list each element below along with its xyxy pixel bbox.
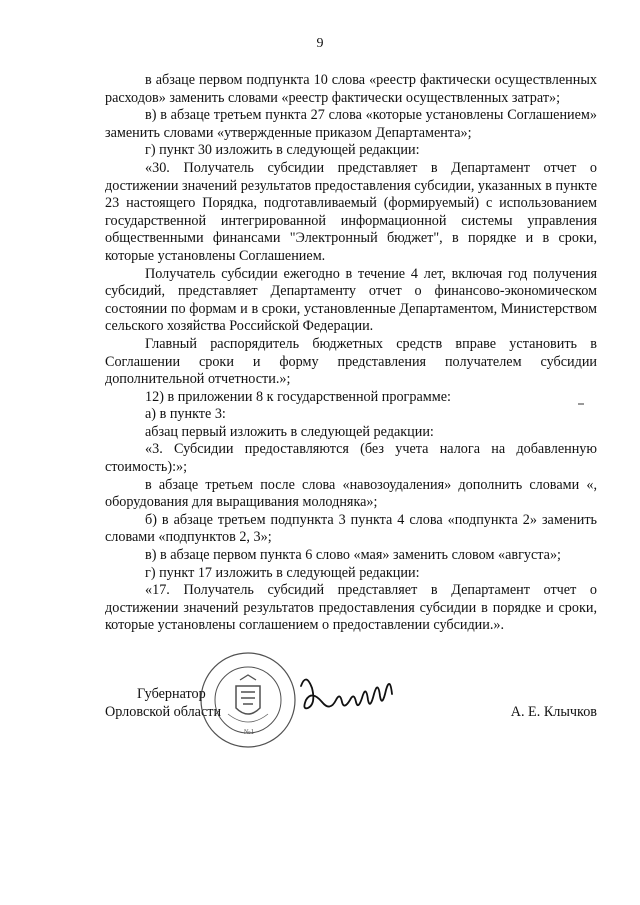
paragraph: а) в пункте 3: bbox=[145, 406, 226, 423]
document-body bbox=[105, 72, 597, 635]
paragraph: абзац первый изложить в следующей редакции: bbox=[145, 423, 434, 440]
paragraph: 12) в приложении 8 к государственной программе: bbox=[145, 388, 451, 405]
signatory-region: Орловской области bbox=[105, 703, 222, 720]
paragraph: «3. Субсидии предоставляются (без учета налога на добавленную стоимость):»; bbox=[105, 441, 597, 476]
signatory-name: А. Е. Клычков bbox=[510, 703, 597, 720]
signatory-title: Губернатор bbox=[137, 686, 206, 702]
paragraph: в) в абзаце третьем пункта 27 слова «которые установлены Соглашением» заменить словами «утвержденные приказом Департамента»; bbox=[105, 107, 597, 141]
paragraph: г) пункт 17 изложить в следующей редакции: bbox=[145, 564, 420, 581]
paragraph: в абзаце третьем после слова «навозоудаления» дополнить словами «, оборудования для выращивания молодняка»; bbox=[105, 476, 597, 511]
handwritten-signature-icon bbox=[296, 664, 396, 724]
margin-mark bbox=[578, 403, 584, 405]
paragraph: б) в абзаце третьем подпункта 3 пункта 4 слова «подпункта 2» заменить словами «подпунктов 2, 3»; bbox=[105, 511, 597, 546]
paragraph: Главный распорядитель бюджетных средств вправе установить в Соглашении сроки и форму представления получателем субсидии дополнительной отчетности.»; bbox=[105, 335, 597, 388]
paragraph: г) пункт 30 изложить в следующей редакции: bbox=[145, 142, 420, 159]
official-seal-icon bbox=[198, 650, 298, 750]
paragraph: «17. Получатель субсидий представляет в Департамент отчет о достижении значений результатов предоставления субсидии в порядке и сроки, которые установлены соглашением о предоставлении субсидии.». bbox=[105, 582, 597, 634]
paragraph: Получатель субсидии ежегодно в течение 4 лет, включая год получения субсидий, представляет Департаменту отчет о финансово-экономическом состоянии по формам и в сроки, установленные Департаментом, Министерством сельского хозяйства Российской Федерации. bbox=[105, 265, 597, 335]
paragraph: в) в абзаце первом пункта 6 слово «мая» заменить словом «августа»; bbox=[145, 547, 562, 564]
page-number: 9 bbox=[316, 36, 324, 51]
svg-text:№1: №1 bbox=[244, 728, 255, 736]
paragraph: «30. Получатель субсидии представляет в Департамент отчет о достижении значений результатов предоставления субсидии, указанных в пункте 23 настоящего Порядка, подготавливаемый (формируемый) с использованием государственной интегрированной информационной системы управления общественными финансами "Электронный бюджет", в порядке и в сроки, которые установлены Соглашением. bbox=[105, 159, 597, 264]
paragraph: в абзаце первом подпункта 10 слова «реестр фактически осуществленных расходов» заменить словами «реестр фактически осуществленных затрат»; bbox=[105, 72, 597, 106]
